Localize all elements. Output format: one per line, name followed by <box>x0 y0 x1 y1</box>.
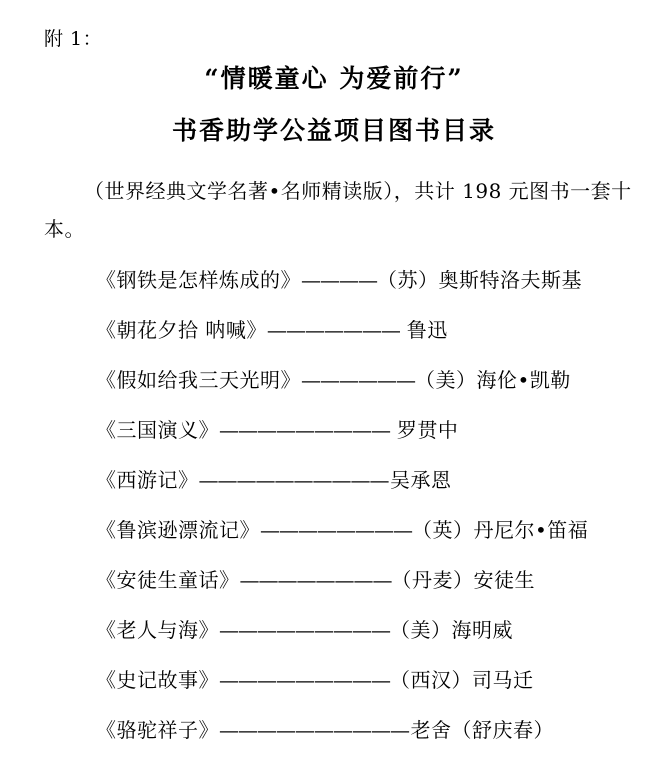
book-title: 《假如给我三天光明》 <box>96 368 301 392</box>
list-item <box>0 555 668 605</box>
list-item <box>0 455 668 505</box>
intro-paragraph: （世界经典文学名著•名师精读版），共计 198 元图书一套十本。 <box>44 179 632 241</box>
book-author: （美）海明威 <box>390 618 513 642</box>
list-item <box>0 505 668 555</box>
book-dashes: ———————— <box>260 518 412 542</box>
book-title: 《老人与海》 <box>96 618 219 642</box>
book-dashes: ————————— <box>219 618 390 642</box>
book-dashes: ————————— <box>198 468 370 492</box>
book-title: 《朝花夕拾 呐喊》 <box>96 318 267 342</box>
book-author: （英）丹尼尔•笛福 <box>412 518 589 542</box>
book-dashes: ————————— <box>219 418 390 442</box>
list-item <box>0 655 668 705</box>
document-title-line-1: “情暖童心 为爱前行” <box>204 64 464 93</box>
document-title-line-2: 书香助学公益项目图书目录 <box>171 116 496 145</box>
book-author: （丹麦）安徒生 <box>391 568 535 592</box>
book-title: 《史记故事》 <box>96 668 219 692</box>
attachment-label: 附 1： <box>44 28 103 50</box>
book-author: （西汉）司马迁 <box>390 668 534 692</box>
book-author: （苏）奥斯特洛夫斯基 <box>377 268 582 292</box>
book-dashes: —————— <box>301 368 415 392</box>
list-item <box>0 305 668 355</box>
book-title: 《安徒生童话》 <box>96 568 240 592</box>
book-dashes: ———————— <box>239 568 392 592</box>
book-dashes: ————————— <box>219 718 390 742</box>
book-dashes: ——————— <box>266 318 400 342</box>
book-author: 鲁迅 <box>399 318 448 342</box>
list-item <box>0 255 668 305</box>
book-title: 《鲁滨逊漂流记》 <box>96 518 260 542</box>
book-dashes: ————————— <box>219 668 390 692</box>
book-title: 《西游记》 <box>96 468 199 492</box>
title-block <box>0 56 668 154</box>
list-item <box>0 405 668 455</box>
book-list <box>0 255 668 755</box>
book-author: —吴承恩 <box>369 468 452 492</box>
book-title: 《三国演义》 <box>96 418 219 442</box>
list-item <box>0 705 668 755</box>
book-author: —老舍（舒庆春） <box>390 718 554 742</box>
list-item <box>0 605 668 655</box>
book-title: 《骆驼祥子》 <box>96 718 219 742</box>
list-item <box>0 355 668 405</box>
book-author: 罗贯中 <box>390 418 459 442</box>
book-author: （美）海伦•凯勒 <box>415 368 571 392</box>
book-dashes: ———— <box>301 268 377 292</box>
book-title: 《钢铁是怎样炼成的》 <box>96 268 301 292</box>
